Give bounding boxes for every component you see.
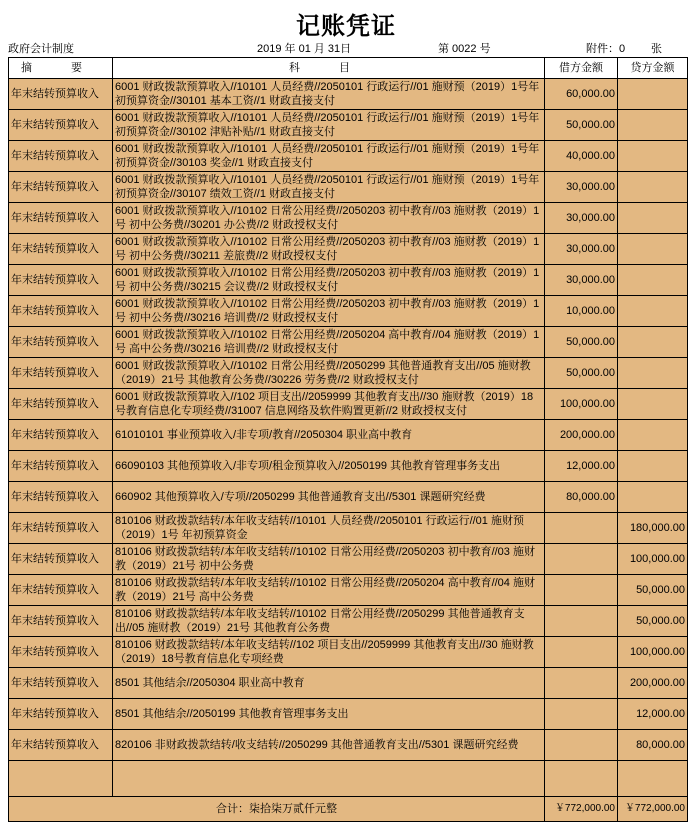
debit-cell: 60,000.00 xyxy=(545,79,618,110)
debit-cell: 200,000.00 xyxy=(545,420,618,451)
voucher-date: 2019 年 01 月 31日 xyxy=(257,43,352,55)
summary-cell: 年末结转预算收入 xyxy=(9,668,113,699)
debit-cell xyxy=(545,668,618,699)
table-row xyxy=(9,203,688,234)
credit-cell: 200,000.00 xyxy=(618,668,688,699)
debit-cell: 30,000.00 xyxy=(545,265,618,296)
summary-cell: 年末结转预算收入 xyxy=(9,575,113,606)
summary-cell: 年末结转预算收入 xyxy=(9,265,113,296)
credit-cell: 12,000.00 xyxy=(618,699,688,730)
table-row xyxy=(9,451,688,482)
credit-cell: 100,000.00 xyxy=(618,637,688,668)
credit-cell xyxy=(618,389,688,420)
summary-header: 摘 要 xyxy=(9,58,113,79)
credit-cell: 50,000.00 xyxy=(618,575,688,606)
summary-cell: 年末结转预算收入 xyxy=(9,637,113,668)
voucher-table xyxy=(8,57,688,822)
credit-cell xyxy=(618,110,688,141)
summary-cell: 年末结转预算收入 xyxy=(9,234,113,265)
account-cell: 6001 财政拨款预算收入//102 项目支出//2059999 其他教育支出//30 施财教（2019）18号教育信息化专项经费//31007 信息网络及软件购置更新//2 财政授权支付 xyxy=(113,389,545,420)
table-row xyxy=(9,265,688,296)
credit-cell xyxy=(618,420,688,451)
debit-cell: 12,000.00 xyxy=(545,451,618,482)
credit-cell: 100,000.00 xyxy=(618,544,688,575)
debit-header: 借方金额 xyxy=(545,58,618,79)
summary-cell: 年末结转预算收入 xyxy=(9,699,113,730)
table-row xyxy=(9,606,688,637)
credit-cell xyxy=(618,141,688,172)
credit-cell xyxy=(618,172,688,203)
table-row xyxy=(9,637,688,668)
voucher-title: 记账凭证 xyxy=(296,13,396,40)
blank-cell xyxy=(618,761,688,797)
debit-cell xyxy=(545,730,618,761)
attachments-info xyxy=(586,40,662,56)
table-row xyxy=(9,482,688,513)
table-row xyxy=(9,699,688,730)
credit-cell xyxy=(618,296,688,327)
table-row xyxy=(9,668,688,699)
debit-cell xyxy=(545,606,618,637)
account-cell: 810106 财政拨款结转/本年收支结转//10102 日常公用经费//2050203 初中教育//03 施财教（2019）21号 初中公务费 xyxy=(113,544,545,575)
account-cell: 820106 非财政拨款结转/收支结转//2050299 其他普通教育支出//5301 课题研究经费 xyxy=(113,730,545,761)
debit-cell: 40,000.00 xyxy=(545,141,618,172)
summary-cell: 年末结转预算收入 xyxy=(9,296,113,327)
credit-cell xyxy=(618,358,688,389)
summary-cell: 年末结转预算收入 xyxy=(9,730,113,761)
summary-cell: 年末结转预算收入 xyxy=(9,110,113,141)
account-cell: 810106 财政拨款结转/本年收支结转//102 项目支出//2059999 其他教育支出//30 施财教（2019）18号教育信息化专项经费 xyxy=(113,637,545,668)
attachments-label: 附件： xyxy=(586,43,619,55)
summary-cell: 年末结转预算收入 xyxy=(9,141,113,172)
account-cell: 6001 财政拨款预算收入//10101 人员经费//2050101 行政运行//01 施财预（2019）1号年初预算资金//30103 奖金//1 财政直接支付 xyxy=(113,141,545,172)
debit-cell: 50,000.00 xyxy=(545,327,618,358)
total-debit: ￥772,000.00 xyxy=(545,797,618,822)
debit-cell xyxy=(545,637,618,668)
account-cell: 6001 财政拨款预算收入//10102 日常公用经费//2050203 初中教育//03 施财教（2019）1号 初中公务费//30215 会议费//2 财政授权支付 xyxy=(113,265,545,296)
attachments-unit: 张 xyxy=(651,43,662,55)
debit-cell: 10,000.00 xyxy=(545,296,618,327)
table-row xyxy=(9,513,688,544)
account-cell: 810106 财政拨款结转/本年收支结转//10101 人员经费//2050101 行政运行//01 施财预（2019）1号 年初预算资金 xyxy=(113,513,545,544)
credit-cell xyxy=(618,265,688,296)
debit-cell xyxy=(545,575,618,606)
summary-cell: 年末结转预算收入 xyxy=(9,358,113,389)
account-cell: 8501 其他结余//2050304 职业高中教育 xyxy=(113,668,545,699)
account-cell: 660902 其他预算收入/专项//2050299 其他普通教育支出//5301 课题研究经费 xyxy=(113,482,545,513)
account-cell: 6001 财政拨款预算收入//10102 日常公用经费//2050299 其他普通教育支出//05 施财教（2019）21号 其他教育公务费//30226 劳务费//2 财政授权支付 xyxy=(113,358,545,389)
summary-cell: 年末结转预算收入 xyxy=(9,389,113,420)
table-row xyxy=(9,172,688,203)
credit-cell xyxy=(618,79,688,110)
account-header: 科 目 xyxy=(113,58,545,79)
account-cell: 6001 财政拨款预算收入//10101 人员经费//2050101 行政运行//01 施财预（2019）1号年初预算资金//30107 绩效工资//1 财政直接支付 xyxy=(113,172,545,203)
account-cell: 61010101 事业预算收入/非专项/教育//2050304 职业高中教育 xyxy=(113,420,545,451)
credit-cell: 50,000.00 xyxy=(618,606,688,637)
blank-row xyxy=(9,761,688,797)
account-cell: 6001 财政拨款预算收入//10101 人员经费//2050101 行政运行//01 施财预（2019）1号年初预算资金//30101 基本工资//1 财政直接支付 xyxy=(113,79,545,110)
table-row xyxy=(9,234,688,265)
voucher-number: 第 0022 号 xyxy=(438,43,491,55)
summary-cell: 年末结转预算收入 xyxy=(9,451,113,482)
summary-cell: 年末结转预算收入 xyxy=(9,482,113,513)
table-row xyxy=(9,420,688,451)
account-cell: 6001 财政拨款预算收入//10102 日常公用经费//2050204 高中教育//04 施财教（2019）1号 高中公务费//30216 培训费//2 财政授权支付 xyxy=(113,327,545,358)
account-cell: 6001 财政拨款预算收入//10102 日常公用经费//2050203 初中教育//03 施财教（2019）1号 初中公务费//30216 培训费//2 财政授权支付 xyxy=(113,296,545,327)
summary-cell: 年末结转预算收入 xyxy=(9,513,113,544)
table-row xyxy=(9,296,688,327)
attachments-count: 0 xyxy=(619,43,626,55)
credit-cell: 80,000.00 xyxy=(618,730,688,761)
debit-cell: 50,000.00 xyxy=(545,358,618,389)
credit-cell xyxy=(618,203,688,234)
total-row xyxy=(9,797,688,822)
summary-cell: 年末结转预算收入 xyxy=(9,544,113,575)
table-row xyxy=(9,358,688,389)
credit-header: 贷方金额 xyxy=(618,58,688,79)
table-row xyxy=(9,575,688,606)
account-cell: 6001 财政拨款预算收入//10102 日常公用经费//2050203 初中教育//03 施财教（2019）1号 初中公务费//30211 差旅费//2 财政授权支付 xyxy=(113,234,545,265)
debit-cell xyxy=(545,513,618,544)
table-row xyxy=(9,389,688,420)
account-cell: 6001 财政拨款预算收入//10102 日常公用经费//2050203 初中教育//03 施财教（2019）1号 初中公务费//30201 办公费//2 财政授权支付 xyxy=(113,203,545,234)
table-row xyxy=(9,544,688,575)
credit-cell: 180,000.00 xyxy=(618,513,688,544)
credit-cell xyxy=(618,451,688,482)
summary-cell: 年末结转预算收入 xyxy=(9,79,113,110)
summary-cell: 年末结转预算收入 xyxy=(9,327,113,358)
total-amount-in-words: 合计：柒拾柒万贰仟元整 xyxy=(9,797,545,822)
summary-cell: 年末结转预算收入 xyxy=(9,420,113,451)
table-row xyxy=(9,730,688,761)
blank-cell xyxy=(9,761,113,797)
account-cell: 810106 财政拨款结转/本年收支结转//10102 日常公用经费//2050204 高中教育//04 施财教（2019）21号 高中公务费 xyxy=(113,575,545,606)
account-cell: 66090103 其他预算收入/非专项/租金预算收入//2050199 其他教育管理事务支出 xyxy=(113,451,545,482)
account-cell: 8501 其他结余//2050199 其他教育管理事务支出 xyxy=(113,699,545,730)
blank-cell xyxy=(113,761,545,797)
debit-cell: 50,000.00 xyxy=(545,110,618,141)
table-row xyxy=(9,79,688,110)
table-row xyxy=(9,110,688,141)
credit-cell xyxy=(618,234,688,265)
table-header-row xyxy=(9,58,688,79)
debit-cell: 30,000.00 xyxy=(545,234,618,265)
credit-cell xyxy=(618,482,688,513)
debit-cell xyxy=(545,544,618,575)
summary-cell: 年末结转预算收入 xyxy=(9,203,113,234)
accounting-system-label: 政府会计制度 xyxy=(8,43,74,55)
debit-cell: 80,000.00 xyxy=(545,482,618,513)
summary-cell: 年末结转预算收入 xyxy=(9,172,113,203)
debit-cell: 30,000.00 xyxy=(545,203,618,234)
credit-cell xyxy=(618,327,688,358)
table-row xyxy=(9,327,688,358)
total-credit: ￥772,000.00 xyxy=(618,797,688,822)
account-cell: 810106 财政拨款结转/本年收支结转//10102 日常公用经费//2050299 其他普通教育支出//05 施财教（2019）21号 其他教育公务费 xyxy=(113,606,545,637)
debit-cell: 100,000.00 xyxy=(545,389,618,420)
blank-cell xyxy=(545,761,618,797)
table-row xyxy=(9,141,688,172)
account-cell: 6001 财政拨款预算收入//10101 人员经费//2050101 行政运行//01 施财预（2019）1号年初预算资金//30102 津贴补贴//1 财政直接支付 xyxy=(113,110,545,141)
debit-cell: 30,000.00 xyxy=(545,172,618,203)
debit-cell xyxy=(545,699,618,730)
summary-cell: 年末结转预算收入 xyxy=(9,606,113,637)
